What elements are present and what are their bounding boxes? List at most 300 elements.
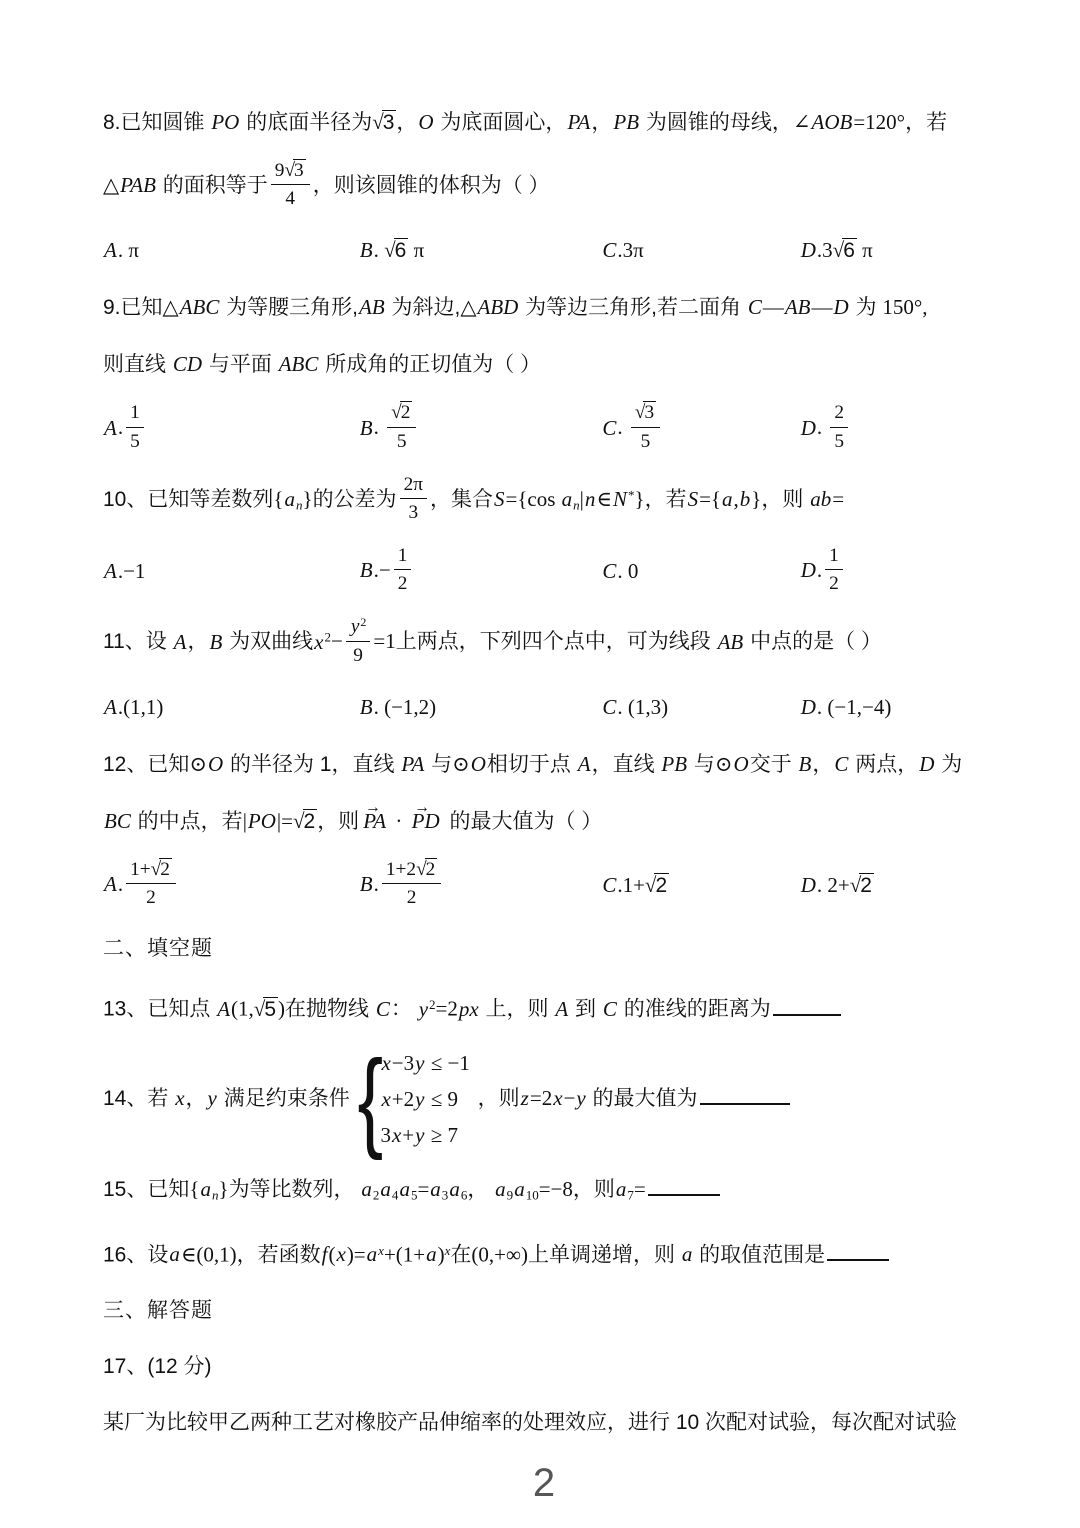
page-number: 2 bbox=[532, 1461, 556, 1506]
q10-text bbox=[103, 475, 985, 526]
math-symbol: π bbox=[408, 238, 425, 263]
math-variable: y bbox=[350, 616, 360, 638]
math-variable: a bbox=[449, 1176, 460, 1201]
exam-content bbox=[103, 104, 985, 1441]
radicand: 3 bbox=[382, 111, 395, 134]
math-symbol: 5 bbox=[396, 430, 407, 452]
text: 的最大值为（ ） bbox=[443, 809, 603, 833]
math-variable: n bbox=[584, 486, 596, 511]
math-variable: S bbox=[687, 486, 699, 511]
denominator bbox=[126, 884, 176, 909]
text: 与 bbox=[688, 752, 715, 776]
math-variable: C bbox=[602, 238, 617, 263]
math-variable: x bbox=[314, 629, 324, 654]
text: 为等腰三角形, bbox=[220, 296, 359, 320]
text: 的中点，若 bbox=[131, 809, 243, 833]
math-variable: a bbox=[681, 1242, 693, 1267]
q13-text bbox=[103, 987, 985, 1028]
q11-text bbox=[103, 617, 985, 668]
text: 的取值范围是 bbox=[693, 1243, 826, 1267]
math-variable: C bbox=[375, 996, 390, 1021]
math-symbol: −3 bbox=[391, 1050, 415, 1075]
q8-options-B bbox=[359, 232, 602, 269]
math-symbol: . bbox=[816, 558, 823, 583]
math-symbol: 4 bbox=[285, 188, 296, 210]
answer-blank bbox=[773, 996, 841, 1016]
math-symbol: (1, bbox=[231, 996, 254, 1021]
radical-icon: √ bbox=[644, 872, 656, 897]
math-symbol: △ bbox=[460, 295, 477, 320]
math-symbol: . bbox=[816, 415, 828, 440]
math-variable: D bbox=[833, 295, 849, 320]
math-sup: 2 bbox=[429, 997, 436, 1013]
math-symbol: . (−1,2) bbox=[373, 694, 437, 719]
fraction bbox=[271, 159, 310, 210]
vector: PA → bbox=[362, 803, 387, 839]
radicand: 2 bbox=[160, 858, 170, 880]
text: 两点， bbox=[849, 752, 919, 776]
fraction bbox=[382, 858, 441, 909]
radical-icon: √ bbox=[391, 402, 401, 424]
sqrt-expression bbox=[645, 867, 669, 904]
text: 12、已知 bbox=[103, 752, 190, 776]
math-symbol: = bbox=[417, 1176, 430, 1201]
math-sub: 5 bbox=[410, 1186, 418, 1202]
text: ， bbox=[187, 630, 209, 654]
numerator bbox=[382, 858, 441, 884]
math-variable: A bbox=[104, 694, 117, 719]
fraction bbox=[387, 401, 416, 452]
math-variable: y bbox=[415, 1086, 425, 1111]
math-variable: a bbox=[495, 1176, 506, 1201]
math-symbol: ⊙ bbox=[452, 751, 470, 776]
numerator bbox=[400, 473, 427, 499]
math-variable: z bbox=[520, 1085, 529, 1110]
math-symbol: ={cos bbox=[505, 486, 561, 511]
math-variable: A bbox=[104, 872, 117, 897]
text: 与 bbox=[425, 752, 453, 776]
math-sup: x bbox=[378, 1242, 384, 1258]
math-symbol: . 0 bbox=[617, 559, 639, 584]
math-symbol: — bbox=[762, 295, 784, 320]
math-symbol: ∠ bbox=[792, 110, 811, 134]
math-variable: a bbox=[399, 1176, 410, 1201]
math-variable: x bbox=[336, 1242, 346, 1267]
numerator bbox=[394, 544, 412, 570]
q11-options-C bbox=[601, 689, 799, 726]
math-variable: x bbox=[381, 1086, 391, 1111]
math-variable: O bbox=[470, 751, 486, 776]
math-symbol: | bbox=[579, 486, 584, 511]
math-variable: B bbox=[798, 751, 812, 776]
q14-text bbox=[103, 1037, 985, 1161]
math-symbol: 9 bbox=[353, 644, 363, 666]
text: 相切于点 bbox=[486, 752, 577, 776]
math-symbol: .(1,1) bbox=[117, 694, 164, 719]
text: ， bbox=[396, 111, 418, 134]
numerator bbox=[830, 401, 848, 427]
math-symbol: } bbox=[302, 486, 313, 511]
text: 的面积等于 bbox=[156, 174, 268, 198]
math-variable: A bbox=[104, 238, 117, 263]
math-symbol: . (−1,−4) bbox=[816, 694, 892, 719]
q9-options bbox=[103, 403, 985, 454]
q11-options-A bbox=[103, 689, 359, 726]
text: ，则该圆锥的体积为（ ） bbox=[312, 174, 550, 198]
text: 14、若 bbox=[103, 1086, 175, 1110]
math-symbol: 2 bbox=[397, 573, 408, 595]
radical-icon: √ bbox=[634, 402, 645, 424]
math-variable: PO bbox=[247, 808, 276, 833]
math-variable: x bbox=[553, 1085, 563, 1110]
answer-blank bbox=[827, 1241, 889, 1261]
numerator bbox=[346, 615, 371, 641]
math-variable: y bbox=[418, 996, 429, 1021]
q8-text-2 bbox=[103, 161, 985, 212]
numerator bbox=[631, 401, 660, 427]
math-symbol: =1 bbox=[373, 629, 396, 654]
radicand: 2 bbox=[655, 873, 668, 897]
text: 交于 bbox=[749, 752, 798, 776]
math-symbol: +2 bbox=[391, 1086, 415, 1111]
q10-options bbox=[103, 546, 985, 597]
radicand: 2 bbox=[860, 873, 872, 897]
q11-options-D bbox=[800, 689, 985, 726]
text: 与平面 bbox=[203, 353, 278, 377]
math-variable: PO bbox=[211, 110, 240, 134]
math-variable: B bbox=[359, 694, 373, 719]
math-sub: 10 bbox=[525, 1186, 539, 1202]
math-variable: ABC bbox=[179, 295, 220, 320]
q9-text-1 bbox=[103, 289, 985, 326]
radicand: 5 bbox=[264, 997, 276, 1021]
math-variable: AB bbox=[784, 295, 811, 320]
math-variable: B bbox=[209, 629, 223, 654]
math-symbol: 1+ bbox=[130, 858, 151, 880]
denominator bbox=[271, 185, 310, 210]
text: 16、设 bbox=[103, 1243, 169, 1267]
sqrt-expression bbox=[850, 867, 874, 904]
text: ，直线 bbox=[591, 752, 661, 776]
text: 11、设 bbox=[103, 630, 173, 654]
q12-options-D bbox=[800, 867, 985, 904]
sqrt-expression bbox=[372, 104, 396, 141]
math-symbol: 1+2 bbox=[385, 858, 417, 880]
math-variable: AB bbox=[717, 629, 744, 654]
math-symbol: . bbox=[373, 238, 385, 263]
math-symbol: △ bbox=[162, 295, 179, 320]
math-variable: PA bbox=[567, 110, 591, 134]
math-symbol: · bbox=[390, 808, 408, 833]
math-symbol: , bbox=[733, 486, 739, 511]
math-variable: AB bbox=[359, 295, 385, 320]
radical-icon: √ bbox=[253, 996, 265, 1021]
math-symbol: ≤ 9 bbox=[425, 1086, 458, 1111]
math-variable: B bbox=[359, 238, 373, 263]
answer-blank bbox=[700, 1085, 790, 1105]
math-sup: 2 bbox=[324, 630, 331, 646]
math-symbol: 5 bbox=[640, 430, 651, 452]
math-sub: 6 bbox=[460, 1186, 468, 1202]
math-symbol: .3π bbox=[617, 238, 644, 263]
q10-options-D bbox=[800, 546, 985, 597]
system-row-3 bbox=[380, 1120, 469, 1151]
math-symbol: ) bbox=[437, 1242, 445, 1267]
fraction bbox=[346, 615, 371, 666]
math-variable: y bbox=[576, 1085, 586, 1110]
system-row-2 bbox=[380, 1084, 469, 1115]
math-variable: A bbox=[173, 629, 187, 654]
text: 的半径为 1，直线 bbox=[224, 752, 401, 776]
math-variable: C bbox=[834, 751, 849, 776]
math-variable: A bbox=[555, 996, 569, 1021]
math-variable: a bbox=[366, 1242, 378, 1267]
math-symbol: 1 bbox=[829, 545, 839, 567]
math-variable: x bbox=[391, 1122, 402, 1147]
text: 中点的是（ ） bbox=[744, 630, 882, 654]
fraction bbox=[631, 401, 660, 452]
answer-blank bbox=[648, 1176, 720, 1196]
math-variable: a bbox=[169, 1242, 180, 1267]
q8-options-D bbox=[800, 232, 985, 269]
math-symbol: { bbox=[273, 486, 284, 511]
math-symbol: 1 bbox=[130, 402, 140, 424]
radical-icon: √ bbox=[384, 238, 395, 263]
fraction bbox=[825, 544, 843, 595]
math-symbol: 2 bbox=[829, 573, 839, 595]
math-sub: 9 bbox=[506, 1186, 514, 1202]
numerator bbox=[387, 401, 416, 427]
text: 9.已知 bbox=[103, 296, 163, 320]
q10-options-B bbox=[359, 546, 602, 597]
text: 在抛物线 bbox=[285, 997, 375, 1021]
left-brace-icon: { bbox=[357, 1037, 383, 1161]
math-variable: a bbox=[430, 1176, 441, 1201]
math-symbol: =−8 bbox=[538, 1176, 573, 1201]
sqrt-expression bbox=[254, 991, 278, 1028]
math-symbol: ={ bbox=[699, 486, 721, 511]
q12-options-A bbox=[103, 860, 359, 911]
sqrt-expression bbox=[384, 232, 408, 269]
math-variable: D bbox=[800, 694, 816, 719]
math-sub: 3 bbox=[441, 1186, 449, 1202]
numerator bbox=[271, 159, 310, 185]
math-symbol: } bbox=[218, 1176, 229, 1201]
math-symbol: 2 bbox=[146, 886, 156, 908]
math-symbol: ≤ −1 bbox=[425, 1050, 470, 1075]
math-symbol: . (1,3) bbox=[617, 694, 669, 719]
math-symbol: + bbox=[402, 1122, 415, 1147]
math-symbol: )= bbox=[346, 1242, 366, 1267]
radicand: 2 bbox=[303, 809, 316, 833]
math-symbol: =120° bbox=[853, 110, 906, 134]
math-symbol: 5 bbox=[130, 430, 140, 452]
fraction bbox=[830, 401, 848, 452]
math-variable: y bbox=[207, 1085, 217, 1110]
text: 为斜边, bbox=[385, 296, 461, 320]
math-symbol: =2 bbox=[529, 1085, 553, 1110]
sqrt-expression bbox=[391, 401, 412, 424]
math-variable: b bbox=[739, 486, 751, 511]
math-variable: S bbox=[493, 486, 505, 511]
text: 为 bbox=[849, 296, 883, 320]
text: 17、(12 分) bbox=[103, 1355, 212, 1379]
text: 的公差为 bbox=[312, 487, 397, 511]
math-variable: C bbox=[602, 415, 617, 440]
fraction bbox=[400, 473, 427, 524]
math-symbol: 150°, bbox=[882, 295, 928, 320]
text: ，若 bbox=[905, 111, 948, 134]
q9-options-A bbox=[103, 403, 359, 454]
q15-text bbox=[103, 1171, 985, 1213]
text: 到 bbox=[569, 997, 602, 1021]
math-symbol: . bbox=[373, 872, 379, 897]
math-symbol: +(1+ bbox=[383, 1242, 426, 1267]
math-symbol: = bbox=[832, 486, 845, 511]
sqrt-expression bbox=[635, 401, 656, 424]
text: ，则 bbox=[572, 1177, 615, 1201]
fraction bbox=[394, 544, 412, 595]
text: 13、已知点 bbox=[103, 997, 217, 1021]
denominator bbox=[631, 428, 660, 453]
denominator bbox=[387, 428, 416, 453]
math-symbol: ) bbox=[278, 996, 285, 1021]
text: ，则 bbox=[761, 487, 810, 511]
vector: PD → bbox=[411, 803, 441, 839]
math-variable: C bbox=[602, 872, 617, 897]
q9-options-C bbox=[601, 403, 799, 454]
text: 三、解答题 bbox=[103, 1299, 213, 1323]
q8-text-1 bbox=[103, 104, 985, 141]
text: ： bbox=[390, 997, 418, 1021]
text: 上单调递增，则 bbox=[527, 1243, 681, 1267]
text: 15、已知 bbox=[103, 1177, 190, 1201]
text: 的最大值为 bbox=[586, 1086, 698, 1110]
math-symbol: |= bbox=[276, 808, 293, 833]
math-sup: 2 bbox=[360, 615, 367, 630]
q8-options bbox=[103, 232, 985, 269]
math-variable: a bbox=[722, 486, 733, 511]
denominator bbox=[126, 428, 144, 453]
math-variable: B bbox=[359, 872, 373, 897]
text: 上，则 bbox=[479, 997, 555, 1021]
math-variable: BC bbox=[104, 808, 131, 833]
math-variable: D bbox=[800, 872, 816, 897]
radical-icon: √ bbox=[150, 858, 161, 880]
text: ，若 bbox=[644, 487, 687, 511]
text: ，若函数 bbox=[236, 1243, 321, 1267]
math-variable: a bbox=[514, 1176, 525, 1201]
math-variable: PA bbox=[401, 751, 425, 776]
math-symbol: ≥ 7 bbox=[425, 1122, 458, 1147]
math-variable: C bbox=[602, 559, 617, 584]
math-symbol: π bbox=[856, 238, 873, 263]
math-variable: O bbox=[418, 110, 434, 134]
math-sub: n bbox=[573, 497, 580, 513]
math-variable: C bbox=[747, 295, 762, 320]
text: 则直线 bbox=[103, 353, 172, 377]
math-variable: PAB bbox=[120, 173, 156, 198]
sqrt-expression bbox=[416, 858, 437, 881]
text: ， bbox=[467, 1177, 495, 1201]
math-variable: a bbox=[615, 1176, 627, 1201]
math-symbol: .−1 bbox=[117, 559, 146, 584]
q17-heading bbox=[103, 1349, 985, 1385]
text: 所成角的正切值为（ ） bbox=[319, 353, 542, 377]
section-solution bbox=[103, 1293, 985, 1329]
sqrt-expression bbox=[284, 159, 305, 182]
math-sup: x bbox=[444, 1242, 451, 1258]
system-row-1 bbox=[380, 1048, 469, 1079]
denominator bbox=[394, 570, 412, 595]
radical-icon: √ bbox=[372, 110, 383, 134]
text: 为双曲线 bbox=[223, 630, 314, 654]
math-symbol: ⊙ bbox=[714, 751, 733, 776]
math-variable: CD bbox=[172, 352, 203, 377]
fraction bbox=[126, 401, 144, 452]
q16-text bbox=[103, 1233, 985, 1274]
math-symbol: = bbox=[633, 1176, 646, 1201]
radical-icon: √ bbox=[416, 858, 426, 880]
text: 为等比数列， bbox=[228, 1177, 361, 1201]
text: 在 bbox=[450, 1243, 472, 1267]
math-symbol: 2π bbox=[403, 473, 423, 495]
radicand: 3 bbox=[644, 402, 655, 424]
math-variable: D bbox=[800, 238, 816, 263]
math-variable: AOB bbox=[811, 110, 853, 134]
math-variable: a bbox=[561, 486, 573, 511]
math-symbol: .− bbox=[373, 558, 391, 583]
math-symbol: ( bbox=[328, 1242, 336, 1267]
fraction bbox=[126, 858, 176, 909]
q9-text-2 bbox=[103, 346, 985, 383]
text: ，则 bbox=[471, 1086, 520, 1110]
text: 为 bbox=[935, 752, 963, 776]
math-variable: a bbox=[380, 1176, 391, 1201]
text: 上两点，下列四个点中，可为线段 bbox=[395, 630, 717, 654]
inequality-system bbox=[352, 1037, 470, 1161]
text: ，则 bbox=[317, 809, 360, 833]
math-variable: ABC bbox=[278, 352, 319, 377]
radicand: 3 bbox=[294, 160, 304, 181]
math-variable: C bbox=[602, 694, 617, 719]
math-variable: a bbox=[284, 486, 295, 511]
math-variable: C bbox=[602, 996, 617, 1021]
math-variable: x bbox=[381, 1050, 391, 1075]
q10-options-C bbox=[601, 553, 799, 590]
text: 某厂为比较甲乙两种工艺对橡胶产品伸缩率的处理效应，进行 10 次配对试验，每次配对试验 bbox=[103, 1411, 958, 1435]
math-symbol: . bbox=[117, 872, 124, 897]
q8-options-C bbox=[601, 232, 799, 269]
math-symbol: △ bbox=[103, 173, 120, 198]
math-variable: a bbox=[200, 1176, 211, 1201]
sqrt-expression bbox=[833, 232, 857, 269]
math-variable: x bbox=[175, 1085, 185, 1110]
radicand: 2 bbox=[400, 402, 411, 424]
math-symbol: ⊙ bbox=[189, 751, 207, 776]
math-symbol: − bbox=[563, 1085, 576, 1110]
math-variable: A bbox=[104, 415, 117, 440]
q11-options bbox=[103, 689, 985, 726]
math-variable: PB bbox=[661, 751, 688, 776]
section-fill-in bbox=[103, 931, 985, 967]
math-variable: A bbox=[104, 559, 117, 584]
q12-options bbox=[103, 860, 985, 911]
math-symbol: . bbox=[117, 415, 124, 440]
math-symbol: 2 bbox=[834, 402, 845, 424]
denominator bbox=[825, 570, 843, 595]
radical-icon: √ bbox=[832, 238, 844, 263]
